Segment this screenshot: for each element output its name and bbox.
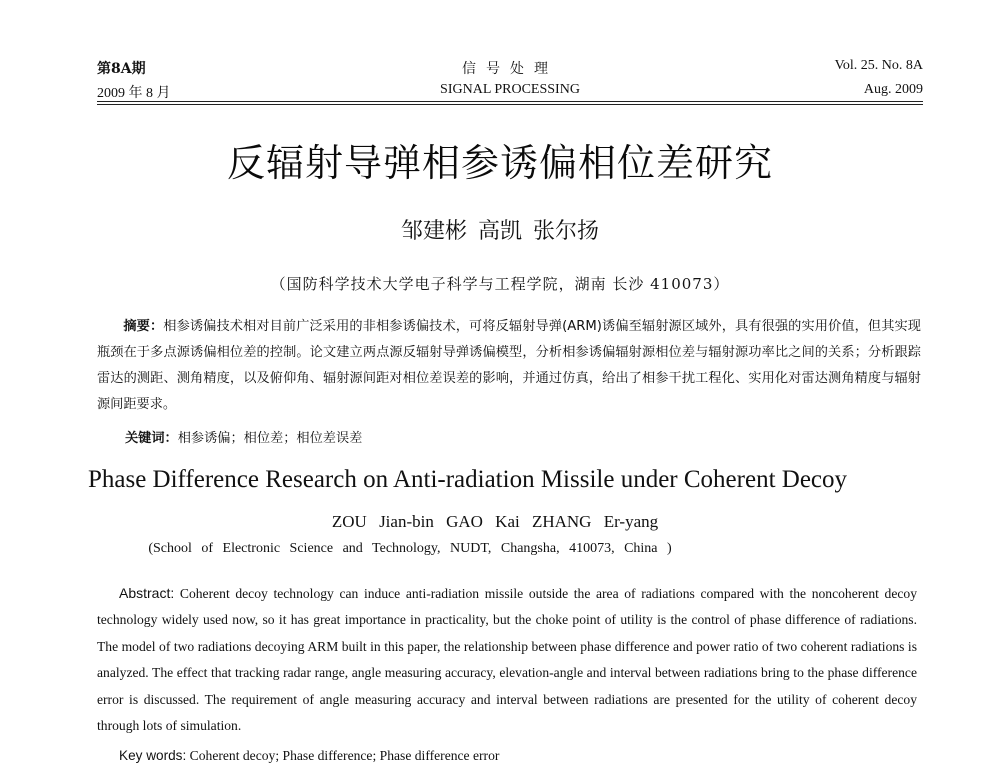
abstract-cn: [97, 314, 921, 418]
abstract-en: [97, 580, 917, 739]
issue-number: 第8A期: [97, 61, 146, 77]
journal-name-en: SIGNAL PROCESSING: [440, 82, 580, 97]
abstract-en-text: Coherent decoy technology can induce anti-radiation missile outside the area of radiations compared with the noncoherent decoy technology widely used now, so it has great importance in practicality, but the choke point of utility is the control of phase difference of radiations. The model of two radiations decoying ARM built in this paper, the relationship between phase difference and power ratio of two coherent radiations is analyzed. The effect that tracking radar range, angle measuring accuracy, elevation-angle and interval between radiations bring to the phase difference error is discussed. The requirement of angle measuring accuracy and interval between radiations are presented for the utility of coherent decoy through lots of simulation.: [97, 586, 917, 734]
keywords-cn-text: 相参诱偏；相位差；相位差误差: [177, 431, 363, 446]
header-rule-bottom: [97, 104, 923, 105]
authors-en: ZOU Jian-bin GAO Kai ZHANG Er-yang: [331, 512, 659, 531]
keywords-en: [119, 748, 499, 764]
keywords-en-label: Key words:: [119, 748, 187, 763]
abstract-cn-text: 相参诱偏技术相对目前广泛采用的非相参诱偏技术，可将反辐射导弹(ARM)诱偏至辐射源区域外，具有很强的实用价值，但其实现瓶颈在于多点源诱偏相位差的控制。论文建立两点源反辐射导弹诱偏模型，分析相参诱偏辐射源相位差与辐射源功率比之间的关系；分析跟踪雷达的测距、测角精度，以及俯仰角、辐射源间距对相位差误差的影响，并通过仿真，给出了相参干扰工程化、实用化对雷达测角精度与辐射源间距要求。: [97, 319, 921, 412]
authors-cn: 邹建彬 高凯 张尔扬: [401, 219, 599, 244]
journal-name-cn: 信号处理: [462, 61, 558, 77]
keywords-cn: [125, 427, 362, 446]
publication-date-cn: 2009 年 8 月: [97, 86, 171, 101]
running-header-bottom: [97, 82, 923, 102]
affiliation-cn: （国防科学技术大学电子科学与工程学院，湖南 长沙 410073）: [270, 275, 730, 293]
keywords-cn-label: 关键词：: [125, 431, 178, 446]
paper-title-en: Phase Difference Research on Anti-radiation Missile under Coherent Decoy: [87, 466, 848, 493]
abstract-cn-label: 摘要：: [123, 319, 164, 334]
publication-date-en: Aug. 2009: [863, 82, 923, 97]
volume-info: Vol. 25. No. 8A: [834, 58, 923, 73]
affiliation-en: (School of Electronic Science and Technology, NUDT, Changsha, 410073, China ): [148, 541, 672, 556]
paper-title-cn: 反辐射导弹相参诱偏相位差研究: [226, 141, 773, 185]
keywords-en-text: Coherent decoy; Phase difference; Phase difference error: [189, 748, 500, 763]
running-header-top: [97, 58, 923, 78]
abstract-en-label: Abstract:: [119, 585, 175, 601]
header-rule-top: [97, 101, 923, 102]
